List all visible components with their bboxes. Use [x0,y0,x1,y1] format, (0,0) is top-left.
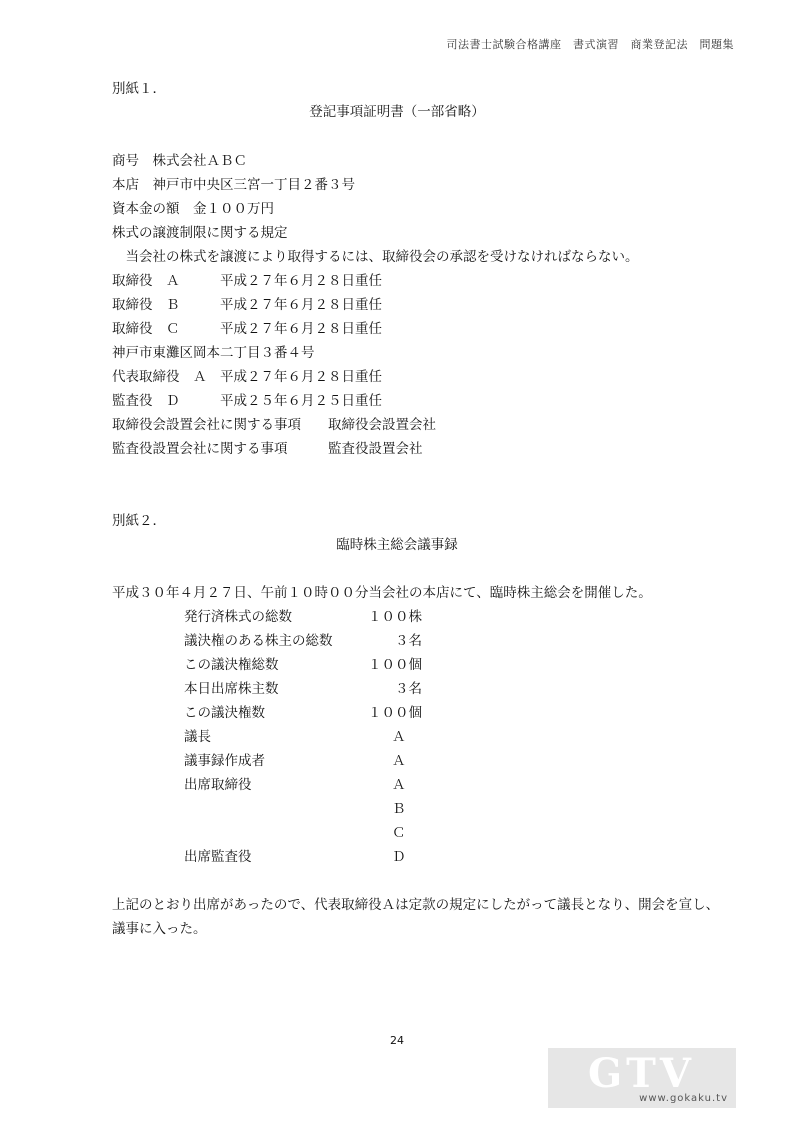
attendance-value: Ｂ [392,801,406,817]
closing-line: 上記のとおり出席があったので、代表取締役Ａは定款の規定にしたがって議長となり、開会を宣し、 [112,897,720,913]
annex2-intro: 平成３０年４月２７日、午前１０時００分当会社の本店にて、臨時株主総会を開催した。 [112,585,652,601]
attendance-value: Ａ [392,777,406,793]
attendance-label: この議決権数 [184,705,265,721]
annex2-title: 臨時株主総会議事録 [336,537,458,553]
attendance-label: 議決権のある株主の総数 [184,633,333,649]
annex1-line: 神戸市東灘区岡本二丁目３番４号 [112,345,315,361]
attendance-label: 出席監査役 [184,849,252,865]
attendance-label: 発行済株式の総数 [184,609,292,625]
annex1-line: 株式の譲渡制限に関する規定 [112,225,288,241]
closing-line: 議事に入った。 [112,921,207,937]
watermark-url: www.gokaku.tv [639,1093,728,1104]
attendance-value: ３名 [395,633,422,649]
watermark-logo [548,1048,736,1108]
page-number: 24 [390,1034,404,1047]
annex1-line: 取締役 Ｂ 平成２７年６月２８日重任 [112,297,382,313]
attendance-label: この議決権総数 [184,657,279,673]
annex1-line: 資本金の額 金１００万円 [112,201,274,217]
attendance-value: Ｃ [392,825,406,841]
attendance-label: 出席取締役 [184,777,252,793]
annex1-line: 当会社の株式を譲渡により取得するには、取締役会の承認を受けなければならない。 [112,249,639,265]
annex1-line: 監査役設置会社に関する事項 監査役設置会社 [112,441,423,457]
annex1-line: 商号 株式会社ＡＢＣ [112,153,247,169]
page-header: 司法書士試験合格講座 書式演習 商業登記法 問題集 [446,38,734,51]
annex1-line: 取締役会設置会社に関する事項 取締役会設置会社 [112,417,436,433]
attendance-value: Ａ [392,753,406,769]
annex1-line: 代表取締役 Ａ 平成２７年６月２８日重任 [112,369,382,385]
annex1-line: 取締役 Ｃ 平成２７年６月２８日重任 [112,321,382,337]
attendance-value: １００個 [368,657,422,673]
annex1-line: 本店 神戸市中央区三宮一丁目２番３号 [112,177,355,193]
attendance-label: 本日出席株主数 [184,681,279,697]
attendance-value: １００株 [368,609,422,625]
attendance-label: 議長 [184,729,211,745]
annex1-line: 取締役 Ａ 平成２７年６月２８日重任 [112,273,382,289]
attendance-value: １００個 [368,705,422,721]
attendance-value: Ｄ [392,849,406,865]
attendance-label: 議事録作成者 [184,753,265,769]
watermark-logo-text: GTV [588,1050,695,1097]
annex2-label: 別紙２． [112,513,166,529]
annex1-title: 登記事項証明書（一部省略） [309,104,485,120]
annex1-line: 監査役 Ｄ 平成２５年６月２５日重任 [112,393,382,409]
attendance-value: ３名 [395,681,422,697]
annex1-label: 別紙１． [112,81,166,97]
attendance-value: Ａ [392,729,406,745]
